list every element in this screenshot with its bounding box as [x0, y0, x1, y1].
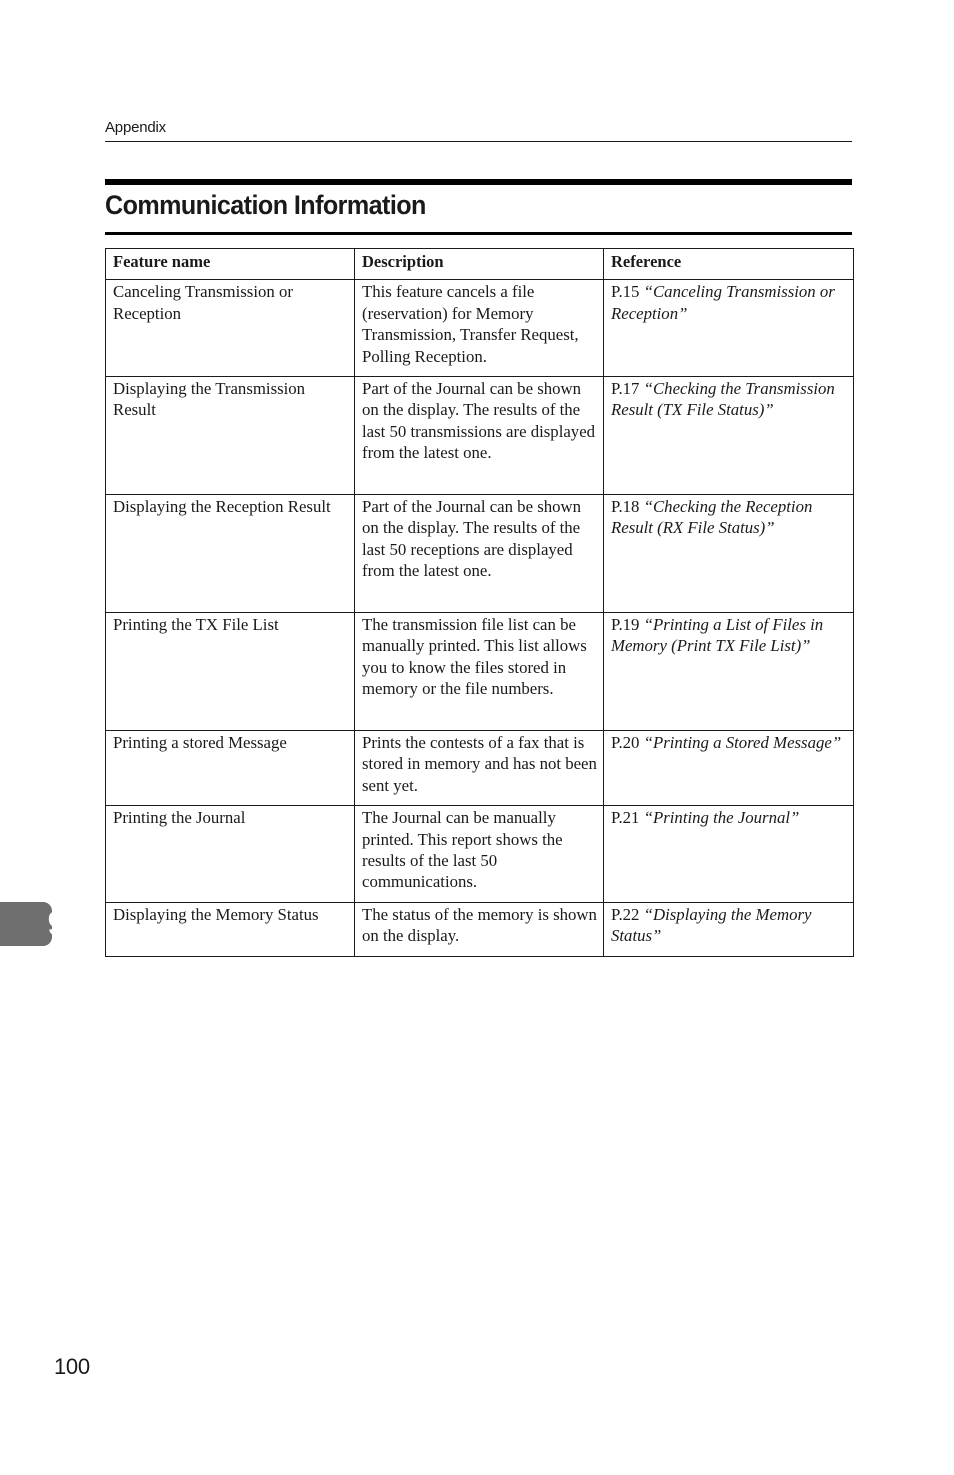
reference-page: P.18: [611, 497, 640, 517]
description-cell: The transmission file list can be manually printed. This list allows you to know the files stored in memory or the file numbers.: [355, 613, 604, 731]
reference-link[interactable]: “Checking the Transmission Result (TX File Status)”: [611, 379, 835, 420]
reference-link[interactable]: “Canceling Transmission or Reception”: [611, 282, 835, 323]
reference-cell: [604, 377, 854, 495]
reference-cell: [604, 613, 854, 731]
column-header-reference: Reference: [604, 249, 854, 280]
page-number: 100: [54, 1354, 90, 1379]
reference-page: P.19: [611, 615, 640, 635]
chapter-number: 9: [47, 905, 65, 943]
reference-cell: [604, 495, 854, 613]
feature-cell: Printing a stored Message: [106, 731, 355, 806]
communication-info-table: [105, 248, 854, 957]
running-head: Appendix: [105, 119, 166, 136]
table-row: [106, 280, 854, 377]
header-divider: [105, 141, 852, 142]
table-header-row: [106, 249, 854, 280]
feature-cell: Printing the Journal: [106, 806, 355, 903]
reference-page: P.22: [611, 904, 640, 924]
section-title: Communication Information: [105, 190, 426, 220]
chapter-tab: [0, 902, 65, 946]
feature-cell: Displaying the Reception Result: [106, 495, 355, 613]
reference-link[interactable]: “Printing a Stored Message”: [643, 733, 842, 753]
table-row: [106, 902, 854, 956]
feature-cell: Canceling Transmission or Reception: [106, 280, 355, 377]
table-row: [106, 495, 854, 613]
reference-page: P.21: [611, 808, 640, 828]
reference-link[interactable]: “Checking the Reception Result (RX File Status)”: [611, 497, 813, 538]
reference-cell: [604, 280, 854, 377]
column-header-feature: Feature name: [106, 249, 355, 280]
reference-cell: [604, 806, 854, 903]
table-row: [106, 377, 854, 495]
description-cell: Part of the Journal can be shown on the display. The results of the last 50 receptions are displayed from the latest one.: [355, 495, 604, 613]
description-cell: This feature cancels a file (reservation) for Memory Transmission, Transfer Request, Polling Reception.: [355, 280, 604, 377]
title-rule-top: [105, 179, 852, 185]
table-row: [106, 806, 854, 903]
feature-cell: Printing the TX File List: [106, 613, 355, 731]
reference-link[interactable]: “Printing the Journal”: [643, 808, 800, 828]
reference-cell: [604, 731, 854, 806]
description-cell: Prints the contests of a fax that is stored in memory and has not been sent yet.: [355, 731, 604, 806]
reference-page: P.20: [611, 733, 640, 753]
reference-page: P.15: [611, 282, 640, 302]
description-cell: Part of the Journal can be shown on the display. The results of the last 50 transmissions are displayed from the latest one.: [355, 377, 604, 495]
feature-cell: Displaying the Transmission Result: [106, 377, 355, 495]
table-row: [106, 731, 854, 806]
reference-link[interactable]: “Printing a List of Files in Memory (Print TX File List)”: [611, 615, 824, 656]
feature-cell: Displaying the Memory Status: [106, 902, 355, 956]
title-rule-bottom: [105, 232, 852, 235]
reference-page: P.17: [611, 379, 640, 399]
reference-cell: [604, 902, 854, 956]
reference-link[interactable]: “Displaying the Memory Status”: [611, 904, 812, 946]
description-cell: The status of the memory is shown on the display.: [355, 902, 604, 956]
column-header-description: Description: [355, 249, 604, 280]
description-cell: The Journal can be manually printed. This report shows the results of the last 50 communications.: [355, 806, 604, 903]
table-row: [106, 613, 854, 731]
